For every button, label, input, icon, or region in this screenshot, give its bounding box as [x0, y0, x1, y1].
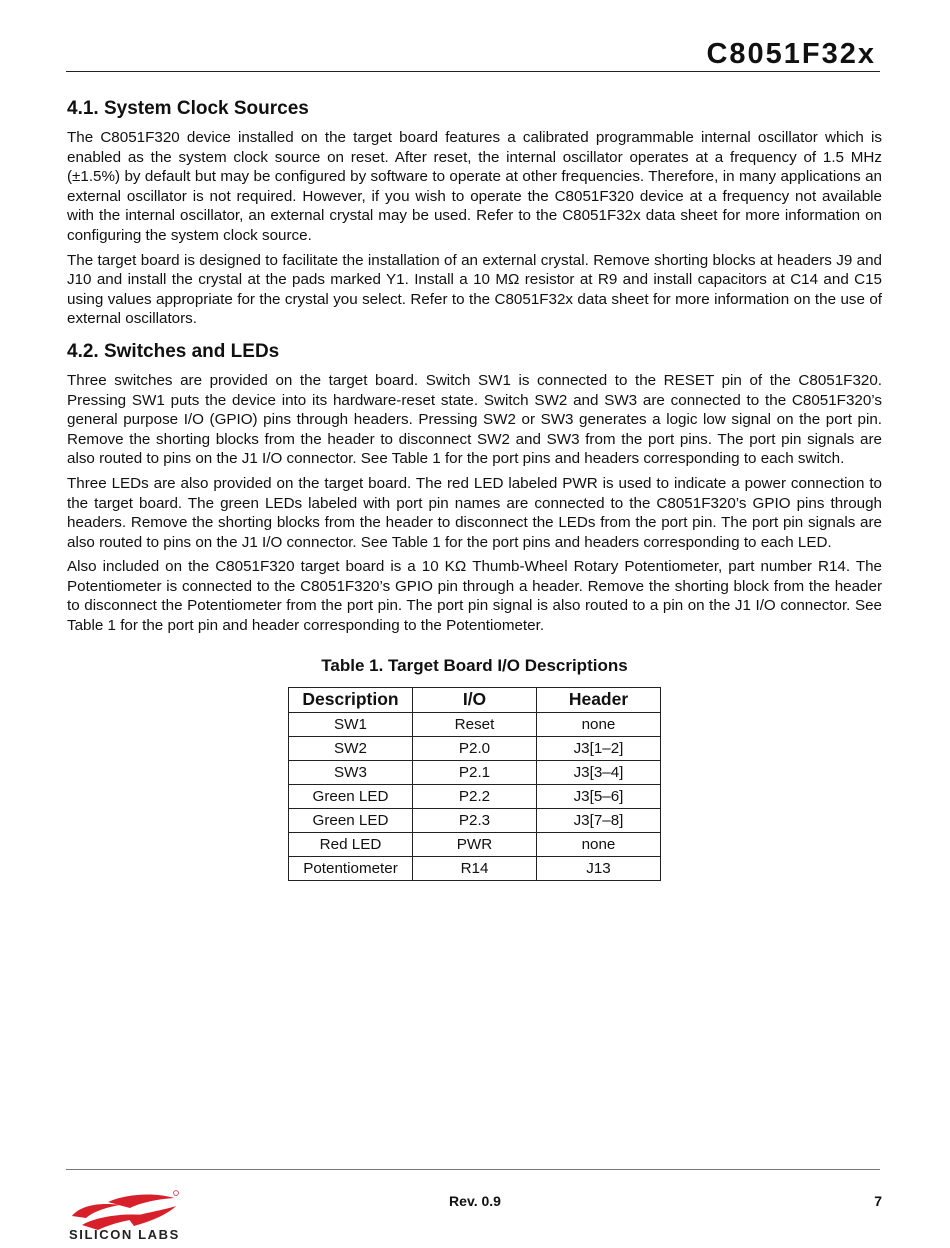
- table-cell: P2.1: [413, 760, 537, 784]
- table-cell: J3[3–4]: [537, 760, 661, 784]
- paragraph: Also included on the C8051F320 target board is a 10 KΩ Thumb-Wheel Rotary Potentiometer, part number R14. The Potentiometer is connected to the C8051F320’s GPIO pin through a header. Remove the shorting block from the header to disconnect the Potentiometer from the port pin. The port pin signal is also routed to a pin on the J1 I/O connector. See Table 1 for the port pin and header corresponding to the Potentiometer.: [67, 558, 882, 635]
- io-table: [288, 687, 661, 881]
- section-heading-system-clock: 4.1. System Clock Sources: [67, 98, 309, 119]
- table-caption: Table 1. Target Board I/O Descriptions: [321, 655, 628, 675]
- table-cell: SW2: [289, 736, 413, 760]
- table-header-row: [289, 687, 661, 712]
- table-cell: PWR: [413, 832, 537, 856]
- table-row: [289, 808, 661, 832]
- table-row: [289, 712, 661, 736]
- table-cell: J3[7–8]: [537, 808, 661, 832]
- paragraph: Three switches are provided on the target board. Switch SW1 is connected to the RESET pin of the C8051F320. Pressing SW1 puts the device into its hardware-reset state. Switch SW2 and SW3 are connected to the C8051F320’s general purpose I/O (GPIO) pins through headers. Pressing SW2 or SW3 generates a logic low signal on the port pin. Remove the shorting blocks from the header to disconnect SW2 and SW3 from the port pins. The port pin signals are also routed to pins on the J1 I/O connector. See Table 1 for the port pins and headers corresponding to each switch.: [67, 371, 882, 468]
- table-row: [289, 736, 661, 760]
- section-heading-switches-leds: 4.2. Switches and LEDs: [67, 340, 280, 362]
- table-row: [289, 760, 661, 784]
- page-content: [67, 96, 882, 881]
- header-divider: [66, 71, 880, 72]
- footer-divider: [66, 1169, 880, 1170]
- paragraph: Three LEDs are also provided on the target board. The red LED labeled PWR is used to indicate a power connection to the target board. The green LEDs labeled with port pin names are connected to the C8051F320’s GPIO pins through headers. Remove the shorting blocks from the header to disconnect the LEDs from the port pin. The port pin signals are also routed to pins on the J1 I/O connector. See Table 1 for the port pins and headers corresponding to each LED.: [67, 474, 882, 551]
- table-cell: SW1: [289, 712, 413, 736]
- table-cell: R14: [413, 856, 537, 880]
- table-cell: none: [537, 712, 661, 736]
- table-cell: Potentiometer: [289, 856, 413, 880]
- table-row: [289, 856, 661, 880]
- paragraph: The C8051F320 device installed on the target board features a calibrated programmable internal oscillator which is enabled as the system clock source on reset. After reset, the internal oscillator operates at a frequency of 1.5 MHz (±1.5%) by default but may be configured by software to operate at other frequencies. Therefore, in many applications an external oscillator is not required. However, if you wish to operate the C8051F320 device at a frequency not available with the internal oscillator, an external crystal may be used. Refer to the C8051F32x data sheet for more information on configuring the system clock source.: [67, 129, 882, 244]
- column-header: I/O: [413, 687, 537, 712]
- table-cell: Red LED: [289, 832, 413, 856]
- table-cell: J3[5–6]: [537, 784, 661, 808]
- table-row: [289, 784, 661, 808]
- table-cell: Reset: [413, 712, 537, 736]
- table-cell: Green LED: [289, 784, 413, 808]
- table-cell: none: [537, 832, 661, 856]
- table-cell: SW3: [289, 760, 413, 784]
- table-cell: P2.0: [413, 736, 537, 760]
- revision-label: Rev. 0.9: [449, 1193, 501, 1209]
- table-cell: J3[1–2]: [537, 736, 661, 760]
- table-cell: J13: [537, 856, 661, 880]
- document-title: C8051F32x: [706, 38, 876, 70]
- table-cell: P2.2: [413, 784, 537, 808]
- table-cell: P2.3: [413, 808, 537, 832]
- logo-wordmark: SILICON LABS: [69, 1227, 180, 1242]
- table-cell: Green LED: [289, 808, 413, 832]
- page-number: 7: [874, 1193, 882, 1209]
- column-header: Description: [289, 687, 413, 712]
- table-row: [289, 832, 661, 856]
- column-header: Header: [537, 687, 661, 712]
- paragraph: The target board is designed to facilitate the installation of an external crystal. Remove shorting blocks at headers J9 and J10 and install the crystal at the pads marked Y1. Install a 10 MΩ resistor at R9 and install capacitors at C14 and C15 using values appropriate for the crystal you select. Refer to the C8051F32x data sheet for more information on the use of external oscillators.: [67, 251, 882, 328]
